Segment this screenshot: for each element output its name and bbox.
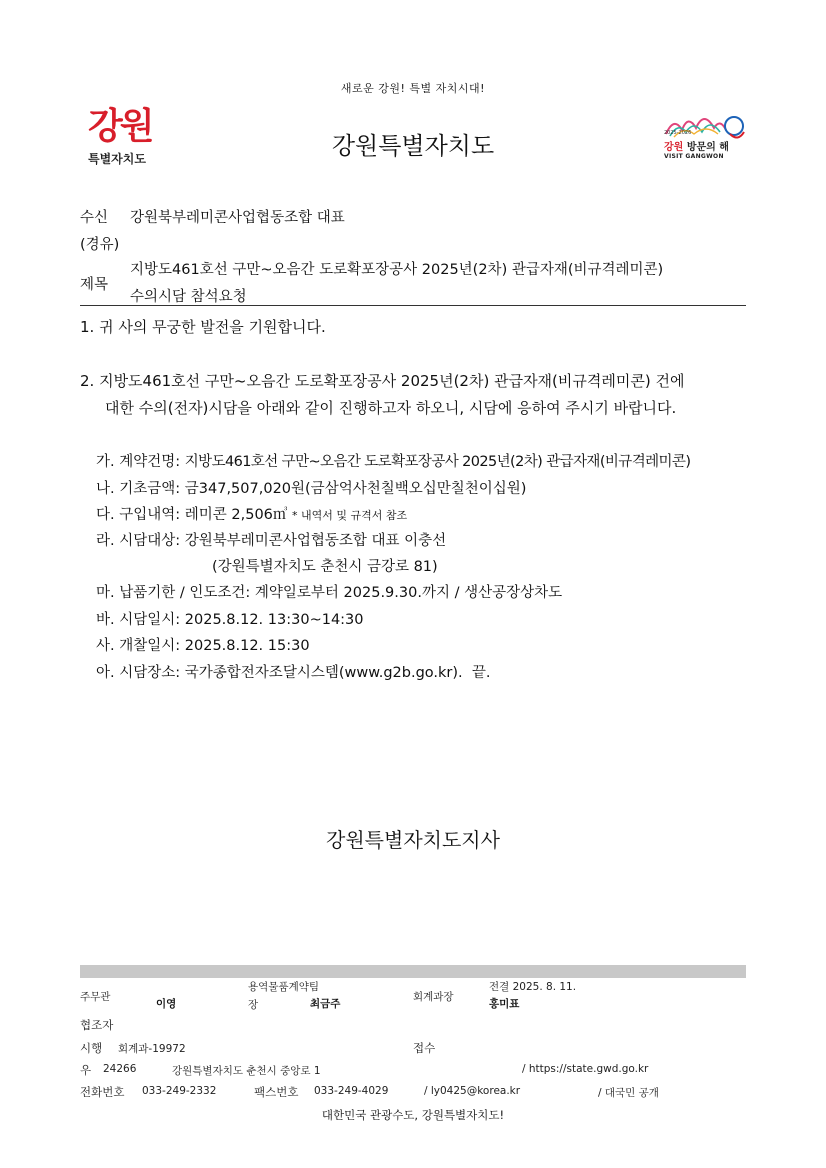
footer-bar	[80, 965, 746, 978]
recipient-label: 수신	[80, 210, 109, 226]
role3-label: 회계과장	[413, 991, 454, 1003]
item-negotiation-place: 아. 시담장소: 국가종합전자조달시스템(www.g2b.go.kr). 끝.	[96, 665, 491, 681]
postal-code: 24266	[103, 1063, 137, 1075]
logo-text: 강원	[88, 106, 152, 147]
role1-name: 이영	[156, 998, 177, 1010]
logo-sub: VISIT GANGWON	[664, 153, 724, 160]
website-url[interactable]: / https://state.gwd.go.kr	[522, 1063, 649, 1075]
paragraph-2-line-2: 대한 수의(전자)시담을 아래와 같이 진행하고자 하오니, 시담에 응하여 주시기 바랍니다.	[105, 399, 677, 417]
role1-label: 주무관	[80, 991, 111, 1003]
item-base-amount: 나. 기초금액: 금347,507,020원(금삼억사천칠백오십만칠천이십원)	[96, 481, 527, 497]
fax-label: 팩스번호	[254, 1085, 299, 1099]
phone-label: 전화번호	[80, 1085, 125, 1099]
approver-name: 홍미표	[489, 998, 520, 1010]
subject-label: 제목	[80, 277, 109, 293]
fax-number: 033-249-4029	[314, 1085, 389, 1097]
email[interactable]: / ly0425@korea.kr	[424, 1085, 521, 1097]
approval-date: 전결 2025. 8. 11.	[489, 981, 577, 993]
organization-title: 강원특별자치도	[331, 132, 495, 160]
enforce-label: 시행	[80, 1041, 103, 1055]
logo-years: 2025-2026	[664, 130, 692, 136]
item-purchase-detail: 다. 구입내역: 레미콘 2,506㎥ * 내역서 및 규격서 참조	[96, 507, 408, 523]
item-negotiation-datetime: 바. 시담일시: 2025.8.12. 13:30~14:30	[96, 612, 364, 628]
role2-label-a: 용역물품계약팀	[248, 981, 320, 993]
receipt-label: 접수	[413, 1041, 436, 1055]
paragraph-2-line-1: 2. 지방도461호선 구만~오음간 도로확포장공사 2025년(2차) 관급자재(비규격레미콘) 건에	[80, 372, 685, 390]
subject-line-1: 지방도461호선 구만~오음간 도로확포장공사 2025년(2차) 관급자재(비규격레미콘)	[130, 262, 664, 278]
postal-label: 우	[80, 1063, 92, 1077]
slogan: 새로운 강원! 특별 자치시대!	[340, 82, 486, 95]
sender-signature: 강원특별자치도지사	[326, 828, 500, 852]
paragraph-1: 1. 귀 사의 무궁한 발전을 기원합니다.	[80, 318, 326, 336]
visit-year-logo	[664, 112, 746, 172]
role2-name: 최금주	[310, 998, 341, 1010]
phone-number: 033-249-2332	[142, 1085, 217, 1097]
item-negotiation-target: 라. 시담대상: 강원북부레미콘사업협동조합 대표 이충선	[96, 533, 447, 549]
item-delivery-terms: 마. 납품기한 / 인도조건: 계약일로부터 2025.9.30.까지 / 생산공장상차도	[96, 585, 563, 601]
via-label: (경유)	[80, 237, 120, 253]
subject-line-2: 수의시담 참석요청	[130, 289, 247, 305]
recipient: 강원북부레미콘사업협동조합 대표	[130, 210, 345, 226]
item-opening-datetime: 사. 개찰일시: 2025.8.12. 15:30	[96, 638, 310, 654]
address: 강원특별자치도 춘천시 중앙로 1	[172, 1065, 321, 1077]
role2-label-b: 장	[248, 999, 259, 1011]
cooperator-label: 협조자	[80, 1018, 114, 1032]
disclosure: / 대국민 공개	[598, 1087, 659, 1099]
item-contract-name: 가. 계약건명: 지방도461호선 구만~오음간 도로확포장공사 2025년(2차) 관급자재(비규격레미콘)	[96, 454, 691, 470]
header-divider	[80, 305, 746, 306]
item-target-address: (강원특별자치도 춘천시 금강로 81)	[212, 559, 438, 575]
closing-slogan: 대한민국 관광수도, 강원특별자치도!	[321, 1108, 505, 1122]
enforce-number: 회계과-19972	[118, 1043, 186, 1055]
logo-main: 강원 방문의 해	[664, 142, 729, 153]
logo-subtext: 특별자치도	[88, 152, 146, 166]
